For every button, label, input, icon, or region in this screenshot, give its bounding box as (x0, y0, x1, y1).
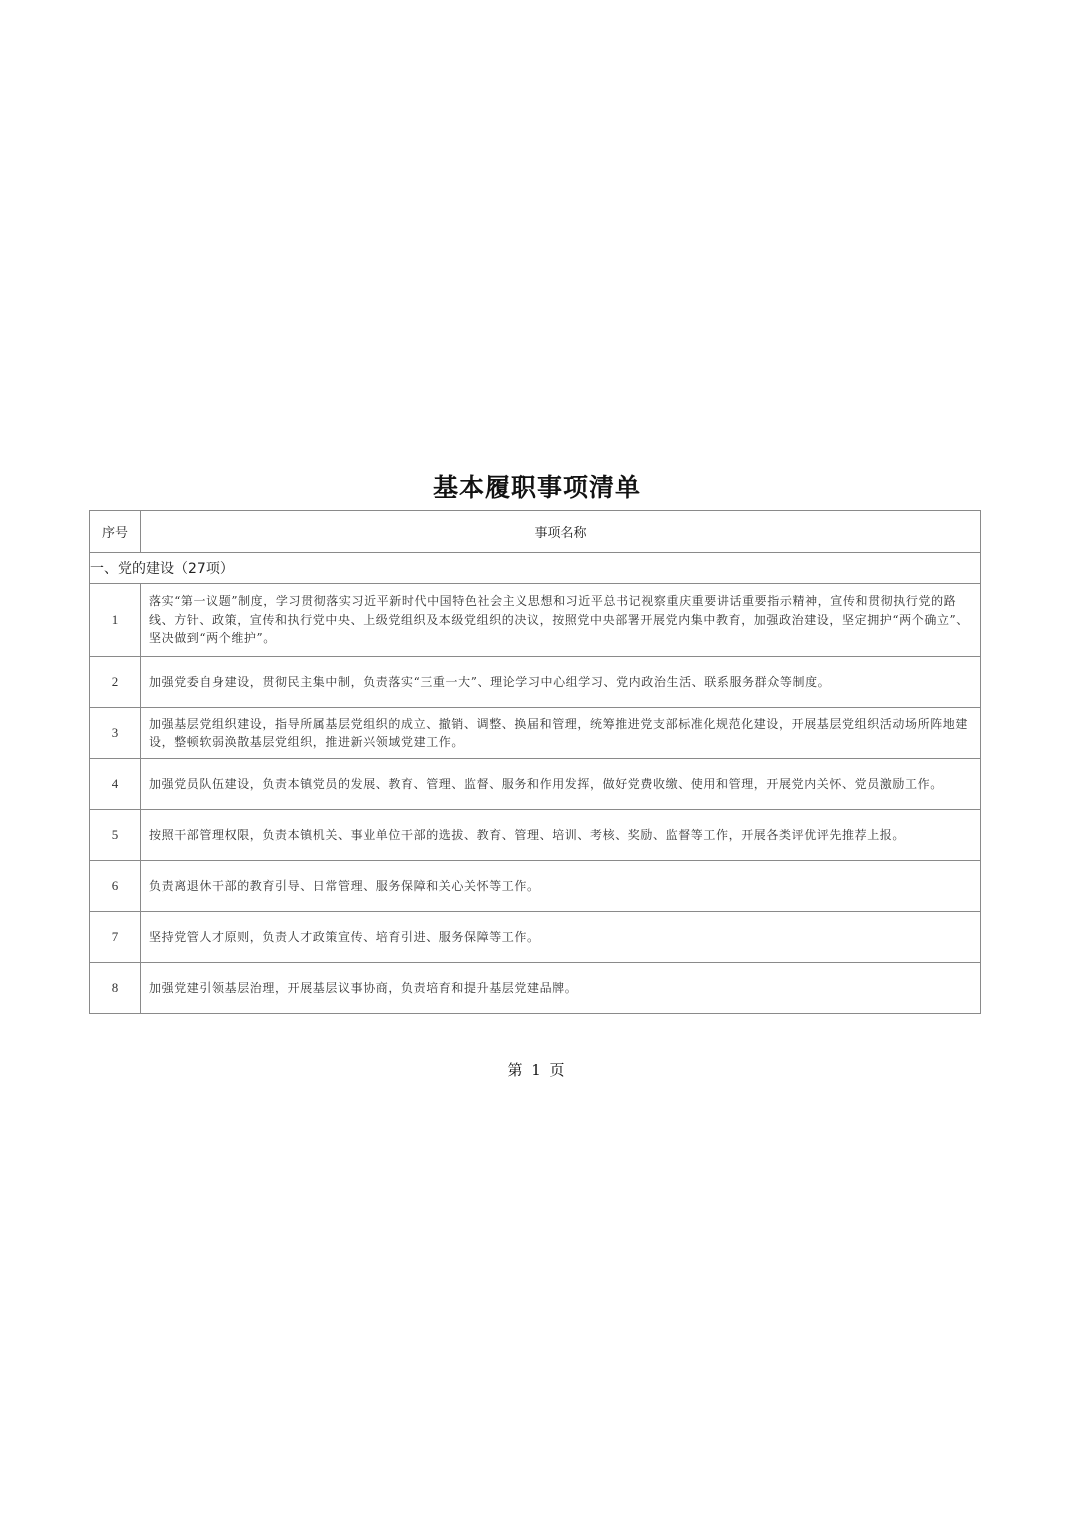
row-text: 加强党员队伍建设，负责本镇党员的发展、教育、管理、监督、服务和作用发挥，做好党费收缴、使用和管理，开展党内关怀、党员激励工作。 (141, 759, 981, 810)
row-number: 7 (90, 912, 141, 963)
row-number: 2 (90, 657, 141, 708)
row-text: 落实“第一议题”制度，学习贯彻落实习近平新时代中国特色社会主义思想和习近平总书记视察重庆重要讲话重要指示精神，宣传和贯彻执行党的路线、方针、政策，宣传和执行党中央、上级党组织及本级党组织的决议，按照党中央部署开展党内集中教育，加强政治建设，坚定拥护“两个确立”、坚决做到“两个维护”。 (141, 584, 981, 657)
row-text: 加强党委自身建设，贯彻民主集中制，负责落实“三重一大”、理论学习中心组学习、党内政治生活、联系服务群众等制度。 (141, 657, 981, 708)
table-row (90, 810, 981, 861)
table-row (90, 861, 981, 912)
header-item-name: 事项名称 (141, 511, 981, 553)
row-text: 加强基层党组织建设，指导所属基层党组织的成立、撤销、调整、换届和管理，统筹推进党支部标准化规范化建设，开展基层党组织活动场所阵地建设，整顿软弱涣散基层党组织，推进新兴领域党建工作。 (141, 708, 981, 759)
table-row (90, 912, 981, 963)
table-row (90, 584, 981, 657)
section-row (90, 553, 981, 584)
row-text: 按照干部管理权限，负责本镇机关、事业单位干部的选拔、教育、管理、培训、考核、奖励、监督等工作，开展各类评优评先推荐上报。 (141, 810, 981, 861)
row-number: 5 (90, 810, 141, 861)
table-row (90, 759, 981, 810)
table-row (90, 657, 981, 708)
row-number: 6 (90, 861, 141, 912)
table-header-row (90, 511, 981, 553)
table-row (90, 963, 981, 1014)
duty-items-table (89, 510, 981, 1014)
row-number: 3 (90, 708, 141, 759)
row-number: 8 (90, 963, 141, 1014)
document-title: 基本履职事项清单 (432, 473, 641, 502)
row-text: 坚持党管人才原则，负责人才政策宣传、培育引进、服务保障等工作。 (141, 912, 981, 963)
page-number: 第 1 页 (507, 1061, 567, 1079)
row-number: 4 (90, 759, 141, 810)
table-row (90, 708, 981, 759)
section-title: 一、党的建设（27项） (90, 553, 981, 584)
row-text: 加强党建引领基层治理，开展基层议事协商，负责培育和提升基层党建品牌。 (141, 963, 981, 1014)
row-number: 1 (90, 584, 141, 657)
header-serial-number: 序号 (90, 511, 141, 553)
row-text: 负责离退休干部的教育引导、日常管理、服务保障和关心关怀等工作。 (141, 861, 981, 912)
